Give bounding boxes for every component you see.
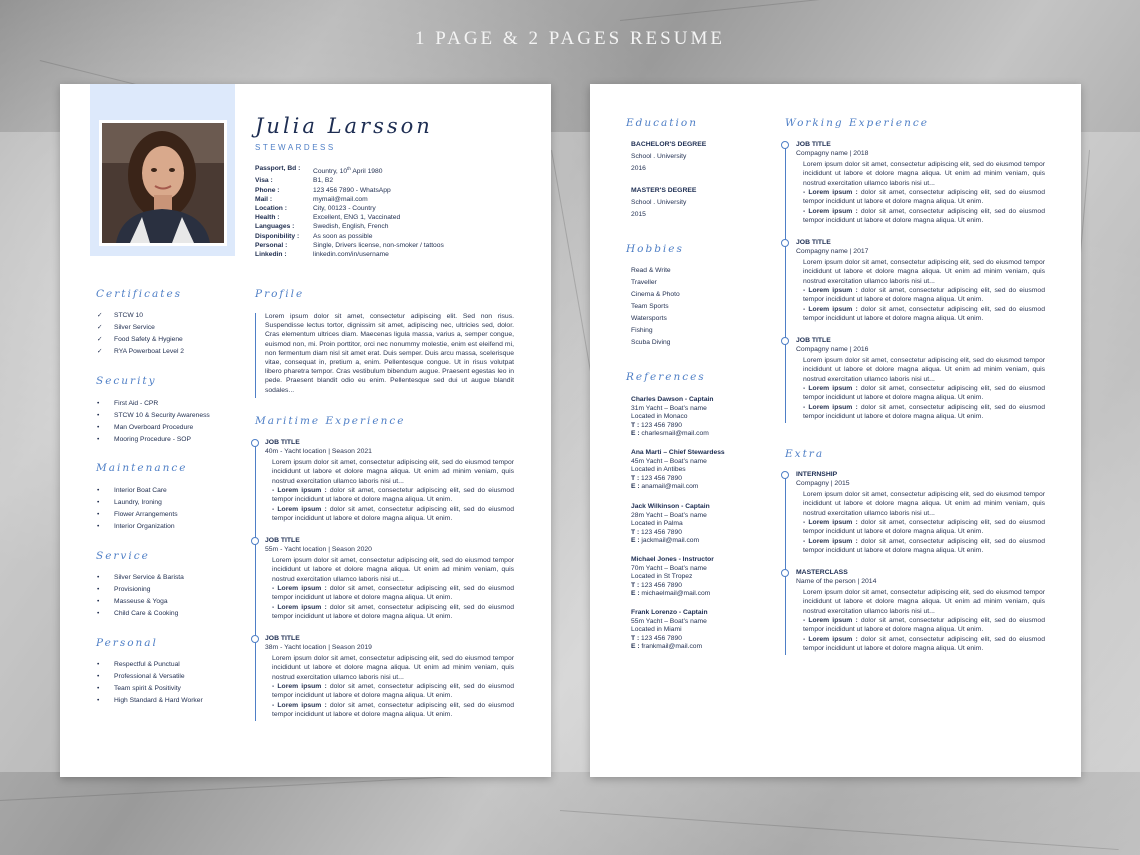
list-item: • Team spirit & Positivity	[97, 683, 203, 695]
list-item: • Professional & Versatile	[97, 671, 203, 683]
info-label: Personal :	[255, 241, 288, 249]
timeline-dot	[781, 141, 789, 149]
info-value: Country, 10th April 1980	[313, 166, 383, 176]
info-label: Linkedin :	[255, 251, 287, 259]
timeline-dot	[781, 471, 789, 479]
list-item: Scuba Diving	[631, 339, 671, 346]
info-value: Single, Drivers license, non-smoker / tattoos	[313, 241, 444, 249]
timeline-dot	[781, 569, 789, 577]
list-item: ✓ RYA Powerboat Level 2	[97, 346, 184, 358]
info-row	[255, 195, 444, 204]
check-icon: ✓	[97, 324, 103, 332]
service-heading: Service	[96, 550, 150, 562]
working-job	[796, 238, 1045, 324]
extra-subtitle: Compagny | 2015	[796, 480, 850, 488]
bullet-icon: •	[97, 586, 100, 594]
maritime-timeline	[255, 444, 256, 721]
check-icon: ✓	[97, 336, 103, 344]
list-item: • Silver Service & Barista	[97, 572, 184, 584]
list-item: • Flower Arrangements	[97, 509, 178, 521]
working-job	[796, 336, 1045, 422]
list-item: ✓ Food Safety & Hygiene	[97, 334, 184, 346]
degree: MASTER'S DEGREE	[631, 187, 697, 194]
personal-heading: Personal	[96, 637, 158, 649]
info-row	[255, 241, 444, 250]
job-title: JOB TITLE	[796, 239, 831, 246]
info-label: Passport, Bd :	[255, 165, 301, 172]
job-subtitle: Compagny name | 2018	[796, 150, 869, 158]
bullet-icon: •	[97, 400, 100, 407]
reference-item: Ana Marti – Chief Stewardess 45m Yacht – Boat’s name Located in Antibes T : 123 456 7890 E : anamail@mail.com	[631, 449, 725, 490]
job-title: JOB TITLE	[265, 635, 300, 642]
profile-heading: Profile	[255, 288, 305, 300]
bullet-icon: •	[97, 523, 100, 531]
bullet-icon: •	[97, 661, 100, 668]
job-description: Lorem ipsum dolor sit amet, consectetur adipiscing elit, sed do eiusmod tempor incididunt ut labore et dolore magna aliqua. Ut enim ad minim veniam, quis nostrud exercitation ullamco laboris nisi ut... - Lorem ipsum : dolor sit amet, consectetur adipiscing elit, sed do eiusmod tempor incididunt ut labore et dolore magna aliqua. Ut enim. - Lorem ipsum : dolor sit amet, consectetur adipiscing elit, sed do eiusmod tempor incididunt ut labore et dolore magna aliqua. Ut enim.	[272, 556, 514, 621]
resume-page-1	[60, 84, 551, 777]
profile-text: Lorem ipsum dolor sit amet, consectetur adipiscing elit. Sed non risus. Suspendisse lectus tortor, dignissim sit amet, adipiscing nec, ultricies sed, dolor. Cras elementum ultrices diam. Maecenas ligula massa, varius a, semper congue, euismod non, mi. Proin porttitor, orci nec nonummy molestie, enim est eleifend mi, non fermentum diam nisl sit amet erat. Duis semper. Duis arcu massa, scelerisque vitae, consequat in, pretium a, enim. Pellentesque congue. Ut in risus volutpat libero pharetra tempor. Cras vestibulum bibendum augue. Praesent egestas leo in pede. Praesent blandit odio eu enim. Pellentesque sed dui ut augue blandit sodales...	[265, 313, 514, 394]
info-label: Disponibility :	[255, 232, 300, 240]
references-heading: References	[626, 371, 706, 383]
info-row	[255, 164, 444, 176]
info-value: Excellent, ENG 1, Vaccinated	[313, 214, 401, 222]
list-item: • Provisioning	[97, 584, 184, 596]
maritime-job	[265, 438, 514, 524]
school: School . University	[631, 153, 687, 160]
maritime-heading: Maritime Experience	[255, 415, 406, 427]
check-icon: ✓	[97, 312, 103, 319]
list-item: Team Sports	[631, 303, 669, 310]
candidate-title: STEWARDESS	[255, 143, 336, 152]
maintenance-list	[97, 485, 178, 533]
marble-vein	[620, 0, 1038, 21]
list-item: Cinema & Photo	[631, 291, 680, 298]
info-label: Phone :	[255, 186, 280, 194]
list-item: • Respectful & Punctual	[97, 659, 203, 671]
extra-title: INTERNSHIP	[796, 471, 838, 478]
bullet-icon: •	[97, 511, 100, 519]
bullet-icon: •	[97, 412, 100, 420]
bullet-icon: •	[97, 610, 100, 618]
extra-item	[796, 568, 1045, 654]
list-item: • Laundry, Ironing	[97, 497, 178, 509]
job-subtitle: Compagny name | 2017	[796, 248, 869, 256]
list-item: • STCW 10 & Security Awareness	[97, 410, 210, 422]
reference-item: Jack Wilkinson - Captain 28m Yacht – Boat’s name Located in Palma T : 123 456 7890 E : jackmail@mail.com	[631, 503, 710, 544]
candidate-name: Julia Larsson	[255, 114, 433, 138]
info-row	[255, 213, 444, 222]
info-value: As soon as possible	[313, 232, 373, 240]
info-label: Location :	[255, 205, 287, 213]
timeline-dot	[251, 537, 259, 545]
job-subtitle: 40m - Yacht location | Season 2021	[265, 448, 372, 456]
list-item: • Child Care & Cooking	[97, 608, 184, 620]
list-item: • Mooring Procedure - SOP	[97, 434, 210, 446]
job-description: Lorem ipsum dolor sit amet, consectetur adipiscing elit, sed do eiusmod tempor incididunt ut labore et dolore magna aliqua. Ut enim ad minim veniam, quis nostrud exercitation ullamco laboris nisi ut... - Lorem ipsum : dolor sit amet, consectetur adipiscing elit, sed do eiusmod tempor incididunt ut labore et dolore magna aliqua. Ut enim. - Lorem ipsum : dolor sit amet, consectetur adipiscing elit, sed do eiusmod tempor incididunt ut labore et dolore magna aliqua. Ut enim.	[803, 258, 1045, 323]
personal-list	[97, 659, 203, 707]
reference-item: Frank Lorenzo - Captain 55m Yacht – Boat’s name Located in Miami T : 123 456 7890 E : frankmail@mail.com	[631, 609, 708, 650]
job-title: JOB TITLE	[265, 439, 300, 446]
list-item: Traveller	[631, 279, 657, 286]
job-description: Lorem ipsum dolor sit amet, consectetur adipiscing elit, sed do eiusmod tempor incididunt ut labore et dolore magna aliqua. Ut enim ad minim veniam, quis nostrud exercitation ullamco laboris nisi ut... - Lorem ipsum : dolor sit amet, consectetur adipiscing elit, sed do eiusmod tempor incididunt ut labore et dolore magna aliqua. Ut enim. - Lorem ipsum : dolor sit amet, consectetur adipiscing elit, sed do eiusmod tempor incididunt ut labore et dolore magna aliqua. Ut enim.	[272, 654, 514, 719]
info-row	[255, 232, 444, 241]
bullet-icon: •	[97, 685, 100, 693]
security-heading: Security	[96, 375, 157, 387]
job-title: JOB TITLE	[265, 537, 300, 544]
extra-description: Lorem ipsum dolor sit amet, consectetur adipiscing elit, sed do eiusmod tempor incididunt ut labore et dolore magna aliqua. Ut enim ad minim veniam, quis nostrud exercitation ullamco laboris nisi ut... - Lorem ipsum : dolor sit amet, consectetur adipiscing elit, sed do eiusmod tempor incididunt ut labore et dolore magna aliqua. Ut enim. - Lorem ipsum : dolor sit amet, consectetur adipiscing elit, sed do eiusmod tempor incididunt ut labore et dolore magna aliqua. Ut enim.	[803, 588, 1045, 653]
education-item	[631, 185, 696, 221]
list-item: ✓ Silver Service	[97, 322, 184, 334]
extra-timeline	[785, 477, 786, 655]
info-row	[255, 176, 444, 185]
bullet-icon: •	[97, 673, 100, 681]
extra-description: Lorem ipsum dolor sit amet, consectetur adipiscing elit, sed do eiusmod tempor incididunt ut labore et dolore magna aliqua. Ut enim ad minim veniam, quis nostrud exercitation ullamco laboris nisi ut... - Lorem ipsum : dolor sit amet, consectetur adipiscing elit, sed do eiusmod tempor incididunt ut labore et dolore magna aliqua. Ut enim. - Lorem ipsum : dolor sit amet, consectetur adipiscing elit, sed do eiusmod tempor incididunt ut labore et dolore magna aliqua. Ut enim.	[803, 490, 1045, 555]
security-list	[97, 398, 210, 446]
maintenance-heading: Maintenance	[96, 462, 188, 474]
list-item: • High Standard & Hard Worker	[97, 695, 203, 707]
bullet-icon: •	[97, 574, 100, 581]
certificates-list	[97, 310, 184, 358]
bullet-icon: •	[97, 499, 100, 507]
info-value: City, 00123 - Country	[313, 205, 376, 213]
list-item: ✓ STCW 10	[97, 310, 184, 322]
info-row	[255, 222, 444, 231]
bullet-icon: •	[97, 697, 100, 705]
list-item: • Masseuse & Yoga	[97, 596, 184, 608]
list-item: Read & Write	[631, 267, 671, 274]
info-value: 123 456 7890 - WhatsApp	[313, 186, 391, 194]
maritime-job	[265, 536, 514, 622]
personal-info	[255, 164, 444, 259]
job-description: Lorem ipsum dolor sit amet, consectetur adipiscing elit, sed do eiusmod tempor incididunt ut labore et dolore magna aliqua. Ut enim ad minim veniam, quis nostrud exercitation ullamco laboris nisi ut... - Lorem ipsum : dolor sit amet, consectetur adipiscing elit, sed do eiusmod tempor incididunt ut labore et dolore magna aliqua. Ut enim. - Lorem ipsum : dolor sit amet, consectetur adipiscing elit, sed do eiusmod tempor incididunt ut labore et dolore magna aliqua. Ut enim.	[803, 356, 1045, 421]
bullet-icon: •	[97, 436, 100, 444]
timeline-dot	[781, 239, 789, 247]
info-row	[255, 204, 444, 213]
check-icon: ✓	[97, 348, 103, 356]
info-label: Health :	[255, 214, 280, 222]
list-item: Watersports	[631, 315, 667, 322]
job-subtitle: 55m - Yacht location | Season 2020	[265, 546, 372, 554]
marble-vein	[560, 810, 1119, 850]
timeline-dot	[251, 439, 259, 447]
info-label: Languages :	[255, 223, 295, 231]
education-heading: Education	[626, 117, 698, 129]
bullet-icon: •	[97, 598, 100, 606]
extra-subtitle: Name of the person | 2014	[796, 578, 877, 586]
job-title: JOB TITLE	[796, 141, 831, 148]
certificates-heading: Certificates	[96, 288, 183, 300]
marble-vein	[0, 774, 499, 801]
profile-photo	[99, 120, 227, 246]
timeline-dot	[781, 337, 789, 345]
bullet-icon: •	[97, 424, 100, 432]
job-description: Lorem ipsum dolor sit amet, consectetur adipiscing elit, sed do eiusmod tempor incididunt ut labore et dolore magna aliqua. Ut enim ad minim veniam, quis nostrud exercitation ullamco laboris nisi ut... - Lorem ipsum : dolor sit amet, consectetur adipiscing elit, sed do eiusmod tempor incididunt ut labore et dolore magna aliqua. Ut enim. - Lorem ipsum : dolor sit amet, consectetur adipiscing elit, sed do eiusmod tempor incididunt ut labore et dolore magna aliqua. Ut enim.	[272, 458, 514, 523]
info-value: B1, B2	[313, 177, 334, 185]
timeline-dot	[251, 635, 259, 643]
list-item: • Interior Boat Care	[97, 485, 178, 497]
list-item: Fishing	[631, 327, 653, 334]
list-item: • Man Overboard Procedure	[97, 422, 210, 434]
bullet-icon: •	[97, 487, 100, 494]
list-item: • First Aid - CPR	[97, 398, 210, 410]
working-heading: Working Experience	[785, 117, 929, 129]
profile-rule	[255, 313, 256, 398]
school: School . University	[631, 199, 687, 206]
reference-item: Michael Jones - Instructor 70m Yacht – Boat’s name Located in St Tropez T : 123 456 7890 E : michaelmail@mail.com	[631, 556, 714, 597]
degree: BACHELOR'S DEGREE	[631, 141, 707, 148]
job-title: JOB TITLE	[796, 337, 831, 344]
list-item: • Interior Organization	[97, 521, 178, 533]
info-label: Visa :	[255, 177, 273, 185]
info-label: Mail :	[255, 195, 273, 203]
hobbies-heading: Hobbies	[626, 243, 684, 255]
year: 2016	[631, 165, 646, 172]
service-list	[97, 572, 184, 620]
extra-heading: Extra	[785, 448, 825, 460]
job-subtitle: Compagny name | 2016	[796, 346, 869, 354]
info-row	[255, 250, 444, 259]
info-value: linkedin.com/in/username	[313, 251, 389, 259]
education-item	[631, 139, 706, 175]
reference-item: Charles Dawson - Captain 31m Yacht – Boat’s name Located in Monaco T : 123 456 7890 E : charlesmail@mail.com	[631, 396, 714, 437]
banner-title: 1 PAGE & 2 PAGES RESUME	[415, 28, 725, 49]
job-subtitle: 38m - Yacht location | Season 2019	[265, 644, 372, 652]
working-timeline	[785, 146, 786, 423]
extra-item	[796, 470, 1045, 556]
job-description: Lorem ipsum dolor sit amet, consectetur adipiscing elit, sed do eiusmod tempor incididunt ut labore et dolore magna aliqua. Ut enim ad minim veniam, quis nostrud exercitation ullamco laboris nisi ut... - Lorem ipsum : dolor sit amet, consectetur adipiscing elit, sed do eiusmod tempor incididunt ut labore et dolore magna aliqua. Ut enim. - Lorem ipsum : dolor sit amet, consectetur adipiscing elit, sed do eiusmod tempor incididunt ut labore et dolore magna aliqua. Ut enim.	[803, 160, 1045, 225]
info-value: mymail@mail.com	[313, 195, 368, 203]
extra-title: MASTERCLASS	[796, 569, 848, 576]
maritime-job	[265, 634, 514, 720]
hobbies-list	[631, 265, 680, 349]
working-job	[796, 140, 1045, 226]
resume-page-2	[590, 84, 1081, 777]
info-row	[255, 186, 444, 195]
info-value: Swedish, English, French	[313, 223, 389, 231]
year: 2015	[631, 211, 646, 218]
